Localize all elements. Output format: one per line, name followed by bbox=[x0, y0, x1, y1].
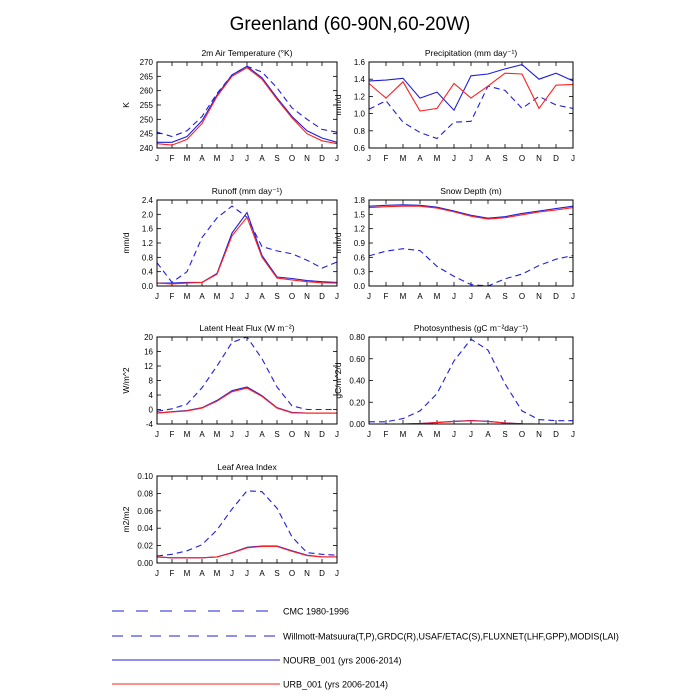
y-tick-label: 1.6 bbox=[141, 224, 153, 234]
y-tick-label: 1.2 bbox=[353, 224, 365, 234]
x-tick-label: M bbox=[433, 430, 441, 439]
panel-2 bbox=[121, 186, 339, 301]
y-tick-label: 0 bbox=[148, 405, 153, 415]
y-tick-label: 0.00 bbox=[349, 420, 365, 429]
panel-title: Photosynthesis (gC m⁻²day⁻¹) bbox=[413, 323, 529, 333]
x-tick-label: J bbox=[469, 292, 473, 301]
x-tick-label: F bbox=[169, 292, 175, 301]
y-tick-label: 0.6 bbox=[353, 253, 365, 263]
x-tick-label: F bbox=[169, 569, 175, 578]
x-tick-label: S bbox=[502, 430, 508, 439]
y-tick-label: 0.00 bbox=[137, 559, 153, 568]
series-line-obs bbox=[369, 249, 573, 286]
x-tick-label: F bbox=[169, 154, 175, 163]
x-tick-label: M bbox=[213, 154, 221, 163]
panel-title: Precipitation (mm day⁻¹) bbox=[424, 48, 518, 58]
series-line-urb bbox=[369, 206, 573, 219]
y-tick-label: 0.60 bbox=[349, 354, 365, 364]
y-tick-label: 8 bbox=[148, 376, 153, 386]
x-tick-label: J bbox=[155, 154, 159, 163]
x-tick-label: A bbox=[199, 154, 205, 163]
x-tick-label: M bbox=[433, 154, 441, 163]
x-tick-label: J bbox=[245, 154, 249, 163]
y-tick-label: 260 bbox=[139, 86, 153, 96]
x-tick-label: O bbox=[518, 430, 526, 439]
plot-frame bbox=[369, 200, 573, 286]
legend-label: URB_001 (yrs 2006-2014) bbox=[283, 679, 389, 690]
x-tick-label: M bbox=[399, 430, 407, 439]
x-tick-label: J bbox=[469, 154, 473, 163]
x-tick-label: J bbox=[335, 292, 339, 301]
y-tick-label: 0.02 bbox=[137, 541, 153, 551]
x-tick-label: M bbox=[183, 154, 191, 163]
x-tick-label: N bbox=[304, 430, 310, 439]
x-tick-label: J bbox=[335, 154, 339, 163]
x-tick-label: A bbox=[259, 292, 265, 301]
x-tick-label: M bbox=[399, 292, 407, 301]
y-tick-label: 0.3 bbox=[353, 267, 365, 277]
x-tick-label: A bbox=[259, 569, 265, 578]
x-tick-label: A bbox=[485, 430, 491, 439]
x-tick-label: S bbox=[502, 292, 508, 301]
y-axis-label: mm/d bbox=[121, 232, 131, 254]
x-tick-label: O bbox=[288, 292, 296, 301]
panel-title: Latent Heat Flux (W m⁻²) bbox=[199, 323, 295, 333]
y-tick-label: 0.0 bbox=[353, 282, 365, 291]
x-tick-label: M bbox=[183, 430, 191, 439]
x-tick-label: A bbox=[259, 430, 265, 439]
x-tick-label: S bbox=[274, 569, 280, 578]
x-tick-label: M bbox=[213, 430, 221, 439]
y-tick-label: 270 bbox=[139, 58, 153, 67]
y-tick-label: 255 bbox=[139, 101, 153, 110]
x-tick-label: O bbox=[518, 292, 526, 301]
x-tick-label: A bbox=[199, 430, 205, 439]
x-tick-label: O bbox=[288, 154, 296, 163]
legend-label: NOURB_001 (yrs 2006-2014) bbox=[283, 655, 402, 666]
x-tick-label: J bbox=[452, 430, 456, 439]
panels bbox=[121, 48, 575, 578]
series-line-nourb bbox=[157, 66, 337, 142]
y-axis-label: mm/d bbox=[333, 232, 343, 254]
series-line-obs bbox=[369, 339, 573, 422]
x-tick-label: N bbox=[536, 430, 542, 439]
x-tick-label: J bbox=[155, 430, 159, 439]
series-line-obs bbox=[369, 86, 573, 138]
y-tick-label: 0.08 bbox=[137, 489, 153, 499]
y-tick-label: 0.40 bbox=[349, 376, 365, 386]
y-tick-label: 1.5 bbox=[353, 210, 365, 220]
x-tick-label: J bbox=[452, 292, 456, 301]
x-tick-label: M bbox=[433, 292, 441, 301]
y-tick-label: 0.4 bbox=[141, 267, 153, 277]
y-axis-label: K bbox=[121, 102, 131, 108]
x-tick-label: N bbox=[304, 292, 310, 301]
x-tick-label: J bbox=[367, 154, 371, 163]
x-tick-label: D bbox=[553, 154, 559, 163]
series-line-urb bbox=[157, 217, 337, 284]
x-tick-label: J bbox=[245, 569, 249, 578]
y-tick-label: 0.20 bbox=[349, 398, 365, 408]
x-tick-label: S bbox=[502, 154, 508, 163]
x-tick-label: M bbox=[399, 154, 407, 163]
x-tick-label: J bbox=[230, 569, 234, 578]
series-line-nourb bbox=[157, 213, 337, 284]
legend-item-1 bbox=[112, 632, 619, 642]
x-tick-label: D bbox=[553, 292, 559, 301]
y-tick-label: 2.0 bbox=[141, 210, 153, 220]
y-tick-label: 0.8 bbox=[353, 126, 365, 136]
y-axis-label: mm/d bbox=[333, 94, 343, 116]
y-tick-label: 1.2 bbox=[141, 239, 153, 248]
legend bbox=[112, 607, 619, 690]
page-title: Greenland (60-90N,60-20W) bbox=[229, 14, 471, 35]
x-tick-label: D bbox=[319, 569, 325, 578]
panel-4 bbox=[121, 323, 339, 439]
x-tick-label: A bbox=[485, 292, 491, 301]
x-tick-label: A bbox=[417, 292, 423, 301]
panel-title: Leaf Area Index bbox=[217, 462, 277, 472]
x-tick-label: S bbox=[274, 430, 280, 439]
y-tick-label: 20 bbox=[144, 333, 153, 342]
x-tick-label: J bbox=[155, 292, 159, 301]
x-tick-label: O bbox=[288, 569, 296, 578]
legend-item-3 bbox=[112, 680, 388, 690]
x-tick-label: O bbox=[518, 154, 526, 163]
y-tick-label: 250 bbox=[139, 115, 153, 125]
panel-0 bbox=[121, 48, 339, 163]
panel-3 bbox=[333, 186, 575, 301]
y-tick-label: 0.6 bbox=[353, 144, 365, 153]
legend-item-2 bbox=[112, 656, 402, 666]
legend-item-0 bbox=[112, 607, 349, 617]
y-tick-label: 1.4 bbox=[353, 75, 365, 85]
plot-frame bbox=[157, 476, 337, 563]
y-axis-label: gC/m^2/d bbox=[333, 362, 343, 399]
x-tick-label: J bbox=[245, 430, 249, 439]
x-tick-label: F bbox=[383, 430, 389, 439]
y-tick-label: 0.8 bbox=[141, 253, 153, 263]
series-line-obs bbox=[157, 337, 337, 411]
y-tick-label: 265 bbox=[139, 72, 153, 82]
x-tick-label: J bbox=[469, 430, 473, 439]
y-axis-label: W/m^2 bbox=[121, 367, 131, 394]
x-tick-label: M bbox=[183, 292, 191, 301]
x-tick-label: J bbox=[571, 430, 575, 439]
x-tick-label: J bbox=[230, 292, 234, 301]
x-tick-label: J bbox=[155, 569, 159, 578]
y-tick-label: 12 bbox=[144, 362, 153, 371]
x-tick-label: N bbox=[536, 154, 542, 163]
x-tick-label: S bbox=[274, 292, 280, 301]
x-tick-label: J bbox=[245, 292, 249, 301]
x-tick-label: A bbox=[199, 292, 205, 301]
y-tick-label: 0.9 bbox=[353, 239, 365, 248]
x-tick-label: J bbox=[335, 569, 339, 578]
x-tick-label: A bbox=[417, 430, 423, 439]
y-tick-label: 0.04 bbox=[137, 524, 153, 534]
y-tick-label: 0.0 bbox=[141, 282, 153, 291]
x-tick-label: J bbox=[571, 292, 575, 301]
x-tick-label: A bbox=[259, 154, 265, 163]
y-tick-label: 16 bbox=[144, 347, 153, 357]
legend-label: Willmott-Matsuura(T,P),GRDC(R),USAF/ETAC(S),FLUXNET(LHF,GPP),MODIS(LAI) bbox=[283, 631, 619, 642]
x-tick-label: A bbox=[199, 569, 205, 578]
y-tick-label: 1.8 bbox=[353, 196, 365, 205]
x-tick-label: M bbox=[213, 292, 221, 301]
x-tick-label: D bbox=[319, 154, 325, 163]
x-tick-label: A bbox=[417, 154, 423, 163]
x-tick-label: J bbox=[452, 154, 456, 163]
x-tick-label: J bbox=[230, 430, 234, 439]
x-tick-label: M bbox=[183, 569, 191, 578]
series-line-urb bbox=[157, 547, 337, 558]
series-line-obs bbox=[157, 491, 337, 556]
x-tick-label: J bbox=[571, 154, 575, 163]
x-tick-label: J bbox=[367, 430, 371, 439]
panel-1 bbox=[333, 48, 575, 163]
y-tick-label: 245 bbox=[139, 129, 153, 139]
y-tick-label: 0.80 bbox=[349, 333, 365, 342]
panel-title: Runoff (mm day⁻¹) bbox=[211, 186, 283, 196]
series-line-urb bbox=[157, 68, 337, 145]
y-tick-label: 4 bbox=[148, 391, 153, 400]
x-tick-label: A bbox=[485, 154, 491, 163]
x-tick-label: S bbox=[274, 154, 280, 163]
y-tick-label: 1.2 bbox=[353, 92, 365, 102]
x-tick-label: O bbox=[288, 430, 296, 439]
plot-frame bbox=[369, 62, 573, 148]
legend-label: CMC 1980-1996 bbox=[283, 606, 350, 617]
y-tick-label: 1.0 bbox=[353, 109, 365, 119]
panel-title: 2m Air Temperature (°K) bbox=[201, 48, 293, 58]
x-tick-label: N bbox=[536, 292, 542, 301]
x-tick-label: F bbox=[383, 292, 389, 301]
panel-title: Snow Depth (m) bbox=[440, 186, 502, 196]
x-tick-label: M bbox=[213, 569, 221, 578]
x-tick-label: F bbox=[383, 154, 389, 163]
series-line-obs bbox=[157, 66, 337, 136]
x-tick-label: N bbox=[304, 154, 310, 163]
x-tick-label: D bbox=[319, 292, 325, 301]
y-axis-label: m2/m2 bbox=[121, 506, 131, 533]
y-tick-label: -4 bbox=[145, 420, 153, 429]
x-tick-label: N bbox=[304, 569, 310, 578]
y-tick-label: 2.4 bbox=[141, 196, 153, 205]
x-tick-label: J bbox=[335, 430, 339, 439]
y-tick-label: 1.6 bbox=[353, 58, 365, 67]
x-tick-label: D bbox=[553, 430, 559, 439]
y-tick-label: 0.06 bbox=[137, 506, 153, 516]
panel-6 bbox=[121, 462, 339, 578]
x-tick-label: D bbox=[319, 430, 325, 439]
y-tick-label: 240 bbox=[139, 144, 153, 153]
x-tick-label: J bbox=[367, 292, 371, 301]
y-tick-label: 0.10 bbox=[137, 472, 153, 481]
panel-5 bbox=[333, 323, 575, 439]
x-tick-label: J bbox=[230, 154, 234, 163]
plot-frame bbox=[369, 337, 573, 424]
x-tick-label: F bbox=[169, 430, 175, 439]
